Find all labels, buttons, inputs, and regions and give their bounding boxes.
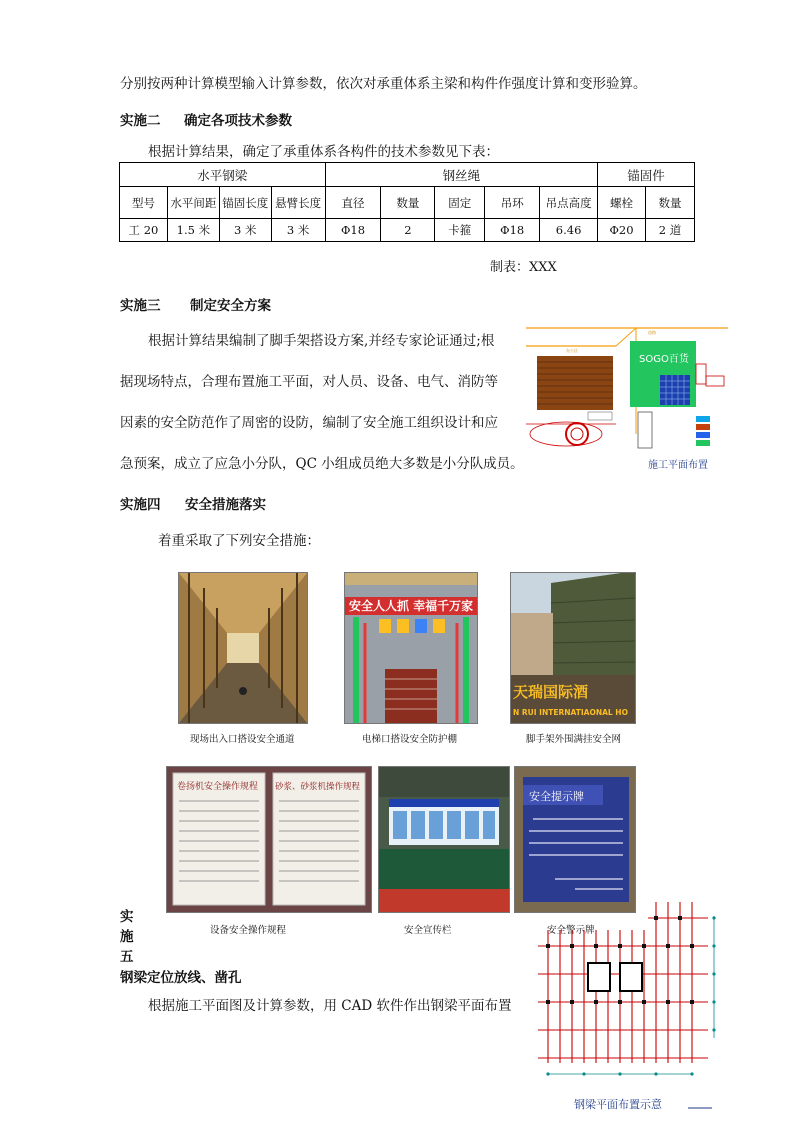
- header-cell: 锚固长度: [219, 187, 271, 219]
- header-cell: 直径: [325, 187, 381, 219]
- parameter-table: [119, 162, 695, 242]
- photo-caption: 脚手架外围满挂安全网: [526, 734, 622, 745]
- photo-caption: 安全宣传栏: [404, 925, 452, 936]
- group-wire-rope: 钢丝绳: [325, 163, 597, 187]
- hotel-sign-en: N RUI INTERNATIAONAL HO: [513, 708, 628, 717]
- sec3-label: 实施三: [120, 298, 161, 314]
- table-group-row: [120, 163, 695, 187]
- sec3-line: 因素的安全防范作了周密的设防，编制了安全施工组织设计和应: [120, 415, 498, 431]
- table-header-row: [120, 187, 695, 219]
- table-cell: 卡箍: [435, 219, 485, 242]
- header-cell: 螺栓: [598, 187, 646, 219]
- group-steel-beam: 水平钢梁: [120, 163, 326, 187]
- table-cell: 3 米: [219, 219, 271, 242]
- header-cell: 水平间距: [167, 187, 219, 219]
- photo-caption: 设备安全操作规程: [210, 925, 287, 936]
- header-cell: 型号: [120, 187, 168, 219]
- intro-paragraph: 分别按两种计算模型输入计算参数，依次对承重体系主梁和构件作强度计算和变形验算。: [120, 76, 647, 92]
- table-cell: 2: [381, 219, 435, 242]
- site-plan-caption: 施工平面布置: [648, 460, 708, 471]
- plan-label: SOGO百货: [639, 354, 689, 365]
- beam-layout-drawing: [528, 898, 722, 1113]
- sec3-line: 据现场特点，合理布置施工平面，对人员、设备、电气、消防等: [120, 374, 498, 390]
- beam-layout-caption: 钢梁平面布置示意: [574, 1098, 662, 1111]
- sec4-label: 实施四: [120, 497, 161, 513]
- sec5-label-char: 五: [120, 949, 134, 965]
- board-title: 卷扬机安全操作规程: [177, 782, 259, 792]
- sec5-title: 钢梁定位放线、凿孔: [120, 970, 242, 986]
- photo-safety-net: [510, 572, 636, 724]
- sec5-label-char: 实: [120, 909, 134, 925]
- table-cell: Φ20: [598, 219, 646, 242]
- svg-text:办公区: 办公区: [566, 348, 578, 353]
- table-cell: 1.5 米: [167, 219, 219, 242]
- table-made-by: 制表：XXX: [490, 260, 557, 275]
- table-cell: 6.46: [540, 219, 598, 242]
- sec4-lead: 着重采取了下列安全措施：: [158, 533, 320, 549]
- header-cell: 悬臂长度: [271, 187, 325, 219]
- sec3-title: 制定安全方案: [190, 298, 271, 314]
- table-cell: 工 20: [120, 219, 168, 242]
- table-cell: 2 道: [646, 219, 695, 242]
- photo-operation-rules: [166, 766, 372, 913]
- table-cell: 3 米: [271, 219, 325, 242]
- photo-warning-board: [514, 766, 636, 913]
- photo-bulletin-board: [378, 766, 510, 913]
- photo-safety-passage: [178, 572, 308, 724]
- photo-caption: 现场出入口搭设安全通道: [190, 734, 295, 745]
- photo-caption: 安全警示牌: [547, 925, 595, 936]
- header-cell: 固定: [435, 187, 485, 219]
- sec5-label-char: 施: [120, 929, 134, 945]
- hotel-sign: 天瑞国际酒: [513, 683, 589, 701]
- warning-board-title: 安全提示牌: [529, 790, 584, 803]
- sec4-title: 安全措施落实: [185, 497, 266, 513]
- sec5-lead: 根据施工平面图及计算参数，用 CAD 软件作出钢梁平面布置: [148, 998, 512, 1014]
- header-cell: 数量: [646, 187, 695, 219]
- svg-text:道路: 道路: [648, 330, 656, 335]
- table-cell: Φ18: [485, 219, 540, 242]
- header-cell: 吊点高度: [540, 187, 598, 219]
- banner-text: 安全人人抓 幸福千万家: [349, 599, 474, 613]
- sec2-label: 实施二: [120, 113, 161, 129]
- photo-elevator-canopy: [344, 572, 478, 724]
- brick-area: [537, 356, 613, 410]
- table-cell: Φ18: [325, 219, 381, 242]
- sec3-line: 根据计算结果编制了脚手架搭设方案,并经专家论证通过;根: [148, 333, 495, 349]
- site-plan-figure: [526, 324, 728, 474]
- header-cell: 数量: [381, 187, 435, 219]
- photo-caption: 电梯口搭设安全防护棚: [362, 734, 458, 745]
- header-cell: 吊环: [485, 187, 540, 219]
- table-row: [120, 219, 695, 242]
- sec3-line: 急预案，成立了应急小分队，QC 小组成员绝大多数是小分队成员。: [120, 456, 524, 472]
- sec2-lead: 根据计算结果，确定了承重体系各构件的技术参数见下表：: [148, 144, 499, 160]
- board-title: 砂浆、砂浆机操作规程: [275, 782, 361, 792]
- sec2-title: 确定各项技术参数: [184, 113, 292, 129]
- group-anchor: 锚固件: [598, 163, 695, 187]
